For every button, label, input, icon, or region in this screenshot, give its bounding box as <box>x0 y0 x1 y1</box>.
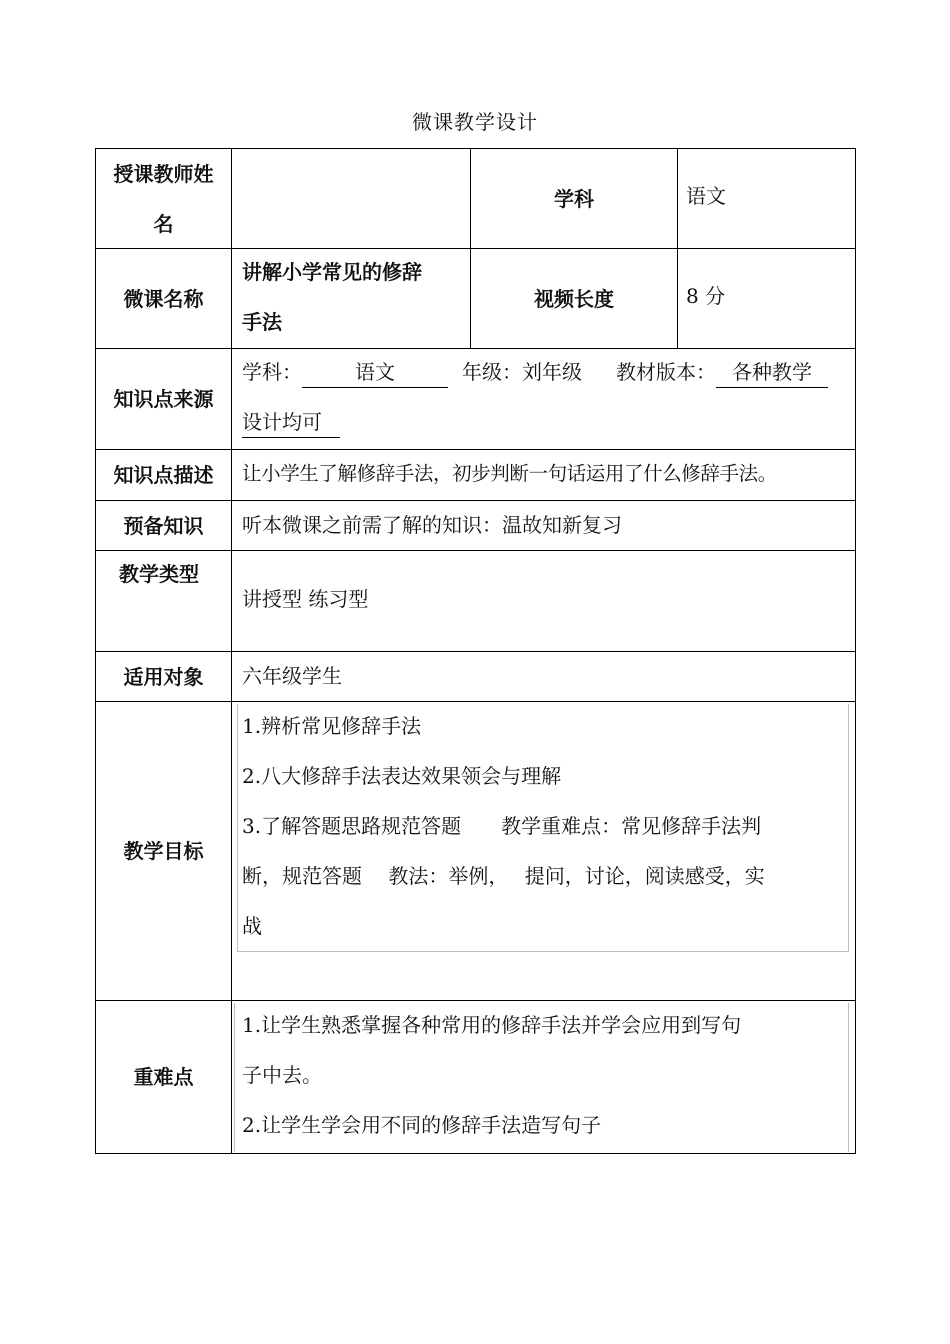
objective-line: 断，规范答题 教法：举例， 提问，讨论，阅读感受，实 <box>242 864 765 888</box>
objective-line: 战 <box>242 914 262 938</box>
prerequisite-value: 听本微课之前需了解的知识：温故知新复习 <box>242 513 622 537</box>
video-length-label: 视频长度 <box>534 286 614 311</box>
teacher-name-label <box>96 149 231 248</box>
teacher-name-value <box>232 149 470 248</box>
source-edition-value-cont: 设计均可 <box>242 409 340 438</box>
course-name-line2: 手法 <box>242 310 282 334</box>
table-border-bottom <box>95 1153 856 1154</box>
course-name-label: 微课名称 <box>123 286 204 311</box>
objective-line: 1.辨析常见修辞手法 <box>242 714 422 738</box>
objective-line: 2.八大修辞手法表达效果领会与理解 <box>242 764 562 788</box>
inner-frame-left <box>237 704 238 952</box>
objectives-label: 教学目标 <box>123 839 204 863</box>
knowledge-source-label: 知识点来源 <box>113 387 214 411</box>
teaching-type-value: 讲授型 练习型 <box>242 587 369 611</box>
source-edition-value: 各种教学 <box>716 359 828 388</box>
table-border-right <box>855 148 856 1154</box>
document-title: 微课教学设计 <box>412 110 538 134</box>
difficulty-line: 子中去。 <box>242 1063 322 1087</box>
row-divider <box>95 550 856 551</box>
inner-frame-right <box>848 1003 849 1152</box>
course-name-line1: 讲解小学常见的修辞 <box>242 260 422 284</box>
teaching-type-label: 教学类型 <box>119 562 199 586</box>
column-divider <box>231 148 232 1154</box>
audience-value: 六年级学生 <box>242 664 342 688</box>
source-subject-value: 语文 <box>302 359 448 388</box>
source-subject-prefix: 学科： <box>242 360 302 384</box>
subject-value: 语文 <box>686 184 726 208</box>
knowledge-source-line2 <box>242 397 340 447</box>
teacher-name-label-line2: 名 <box>153 211 174 236</box>
source-grade: 年级：刘年级 <box>462 360 582 384</box>
audience-label: 适用对象 <box>123 664 204 689</box>
teacher-name-label-line1: 授课教师姓 <box>113 161 214 186</box>
prerequisite-label: 预备知识 <box>123 513 204 538</box>
inner-frame-right <box>848 704 849 952</box>
knowledge-description-label: 知识点描述 <box>113 463 214 487</box>
column-divider <box>677 148 678 349</box>
lesson-design-table <box>95 148 856 1154</box>
knowledge-source-line1 <box>242 347 828 397</box>
difficulty-line: 1.让学生熟悉掌握各种常用的修辞手法并学会应用到写句 <box>242 1013 742 1037</box>
inner-frame-left <box>234 1003 235 1152</box>
subject-label: 学科 <box>554 186 594 211</box>
source-edition-prefix: 教材版本： <box>616 360 716 384</box>
objective-line: 3.了解答题思路规范答题 教学重难点：常见修辞手法判 <box>242 814 762 838</box>
inner-frame-bottom <box>237 951 849 952</box>
knowledge-description-value: 让小学生了解修辞手法，初步判断一句话运用了什么修辞手法。 <box>242 462 777 485</box>
key-difficulties-label: 重难点 <box>133 1065 194 1089</box>
difficulty-line: 2.让学生学会用不同的修辞手法造写句子 <box>242 1113 602 1137</box>
video-length-value: 8 分 <box>686 284 726 308</box>
